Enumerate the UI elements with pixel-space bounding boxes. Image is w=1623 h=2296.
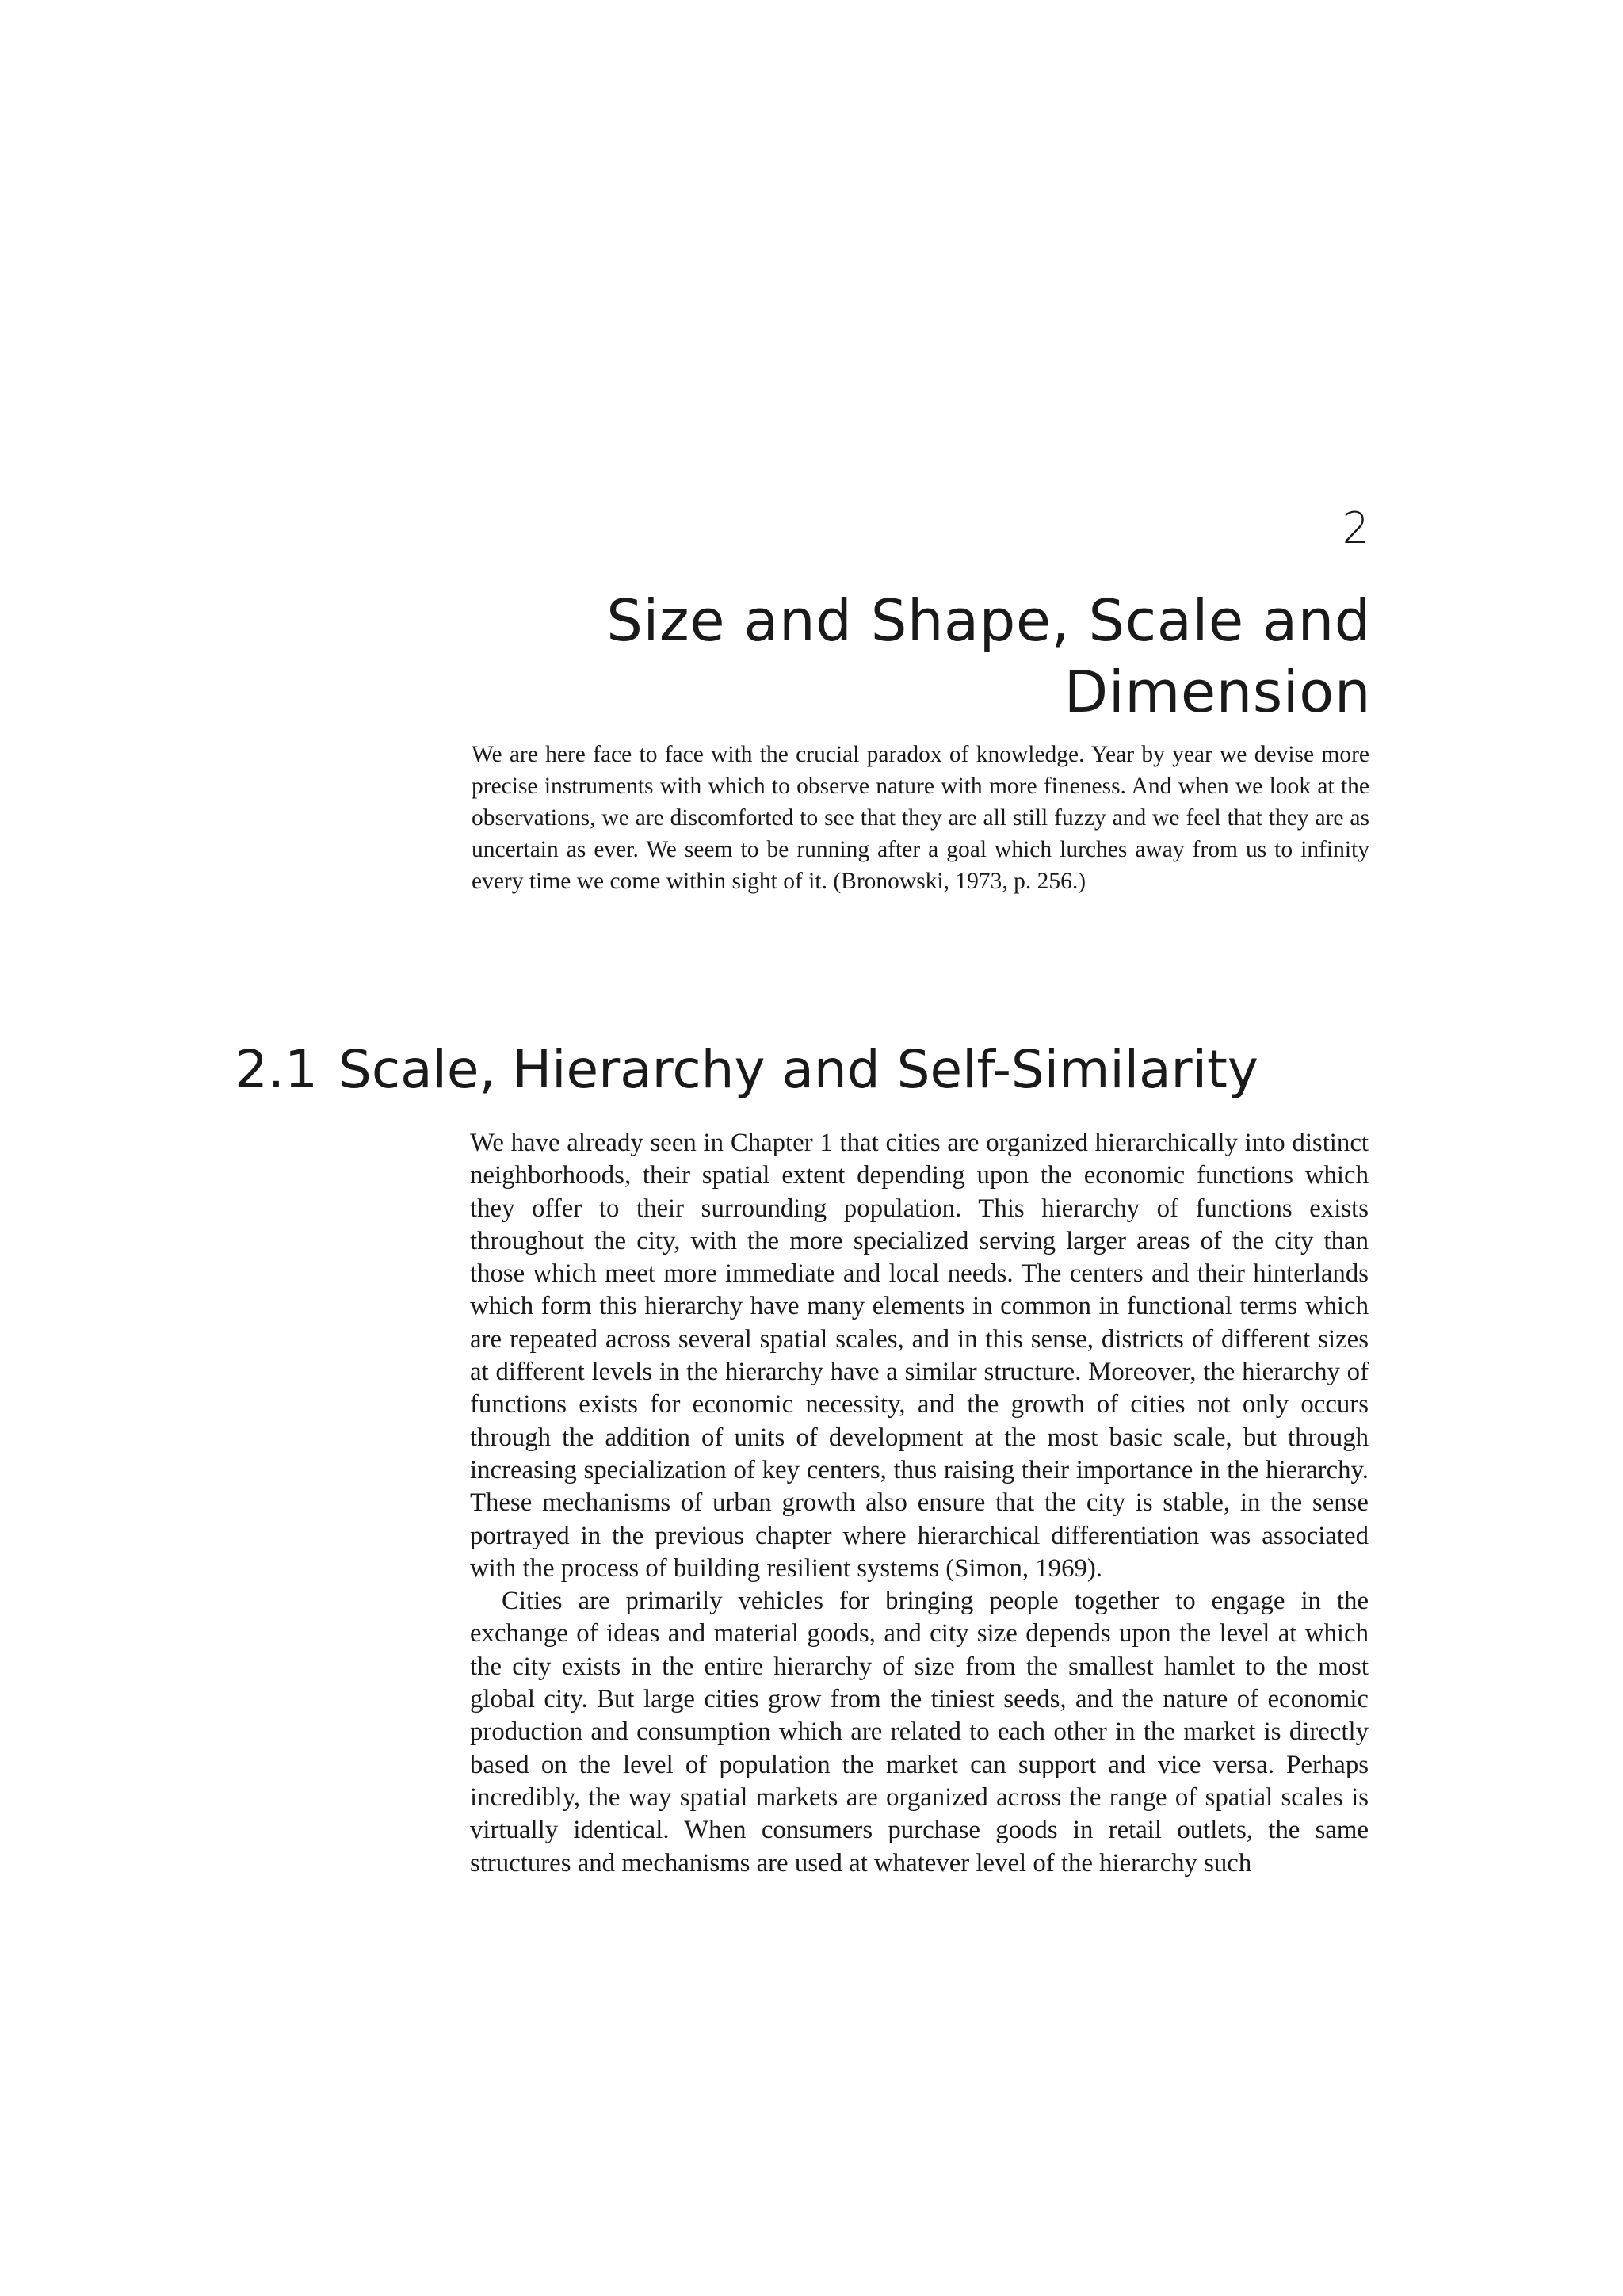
section-heading	[235, 1038, 1258, 1100]
chapter-title-line-1: Size and Shape, Scale and	[606, 587, 1371, 655]
chapter-title-line-2: Dimension	[1064, 659, 1371, 726]
chapter-title	[341, 585, 1371, 728]
section-title: Scale, Hierarchy and Self-Similarity	[338, 1038, 1258, 1100]
paragraph-2: Cities are primarily vehicles for bringing people together to engage in the exchange of ideas and material goods, and city size depends upon the level at which the city exists in the entire hierarchy of size from the smallest hamlet to the most global city. But large cities grow from the tiniest seeds, and the nature of economic production and consumption which are related to each other in the market is directly based on the level of population the market can support and vice versa. Perhaps incredibly, the way spatial markets are organized across the range of spatial scales is virtually identical. When consumers purchase goods in retail outlets, the same structures and mechanisms are used at whatever level of the hierarchy such	[470, 1587, 1369, 1878]
paragraph-1: We have already seen in Chapter 1 that cities are organized hierarchically into distinct neighborhoods, their spatial extent depending upon the economic functions which they offer to their surrounding population. This hierarchy of functions exists throughout the city, with the more specialized serving larger areas of the city than those which meet more immediate and local needs. The centers and their hinterlands which form this hierarchy have many elements in common in functional terms which are repeated across several spatial scales, and in this sense, districts of different sizes at different levels in the hierarchy have a similar structure. Moreover, the hierarchy of functions exists for economic necessity, and the growth of cities not only occurs through the addition of units of development at the most basic scale, but through increasing specialization of key centers, thus raising their importance in the hierarchy. These mechanisms of urban growth also ensure that the city is stable, in the sense portrayed in the previous chapter where hierarchical differentiation was associated with the process of building resilient systems (Simon, 1969).	[470, 1129, 1369, 1583]
chapter-number: 2	[1342, 503, 1369, 553]
section-number: 2.1	[235, 1038, 318, 1100]
body-text	[470, 1127, 1369, 1880]
epigraph-quote: We are here face to face with the crucial paradox of knowledge. Year by year we devise more precise instruments with which to observe nature with more fineness. And when we look at the observations, we are discomforted to see that they are all still fuzzy and we feel that they are as uncertain as ever. We seem to be running after a goal which lurches away from us to infinity every time we come within sight of it. (Bronowski, 1973, p. 256.)	[472, 742, 1369, 894]
